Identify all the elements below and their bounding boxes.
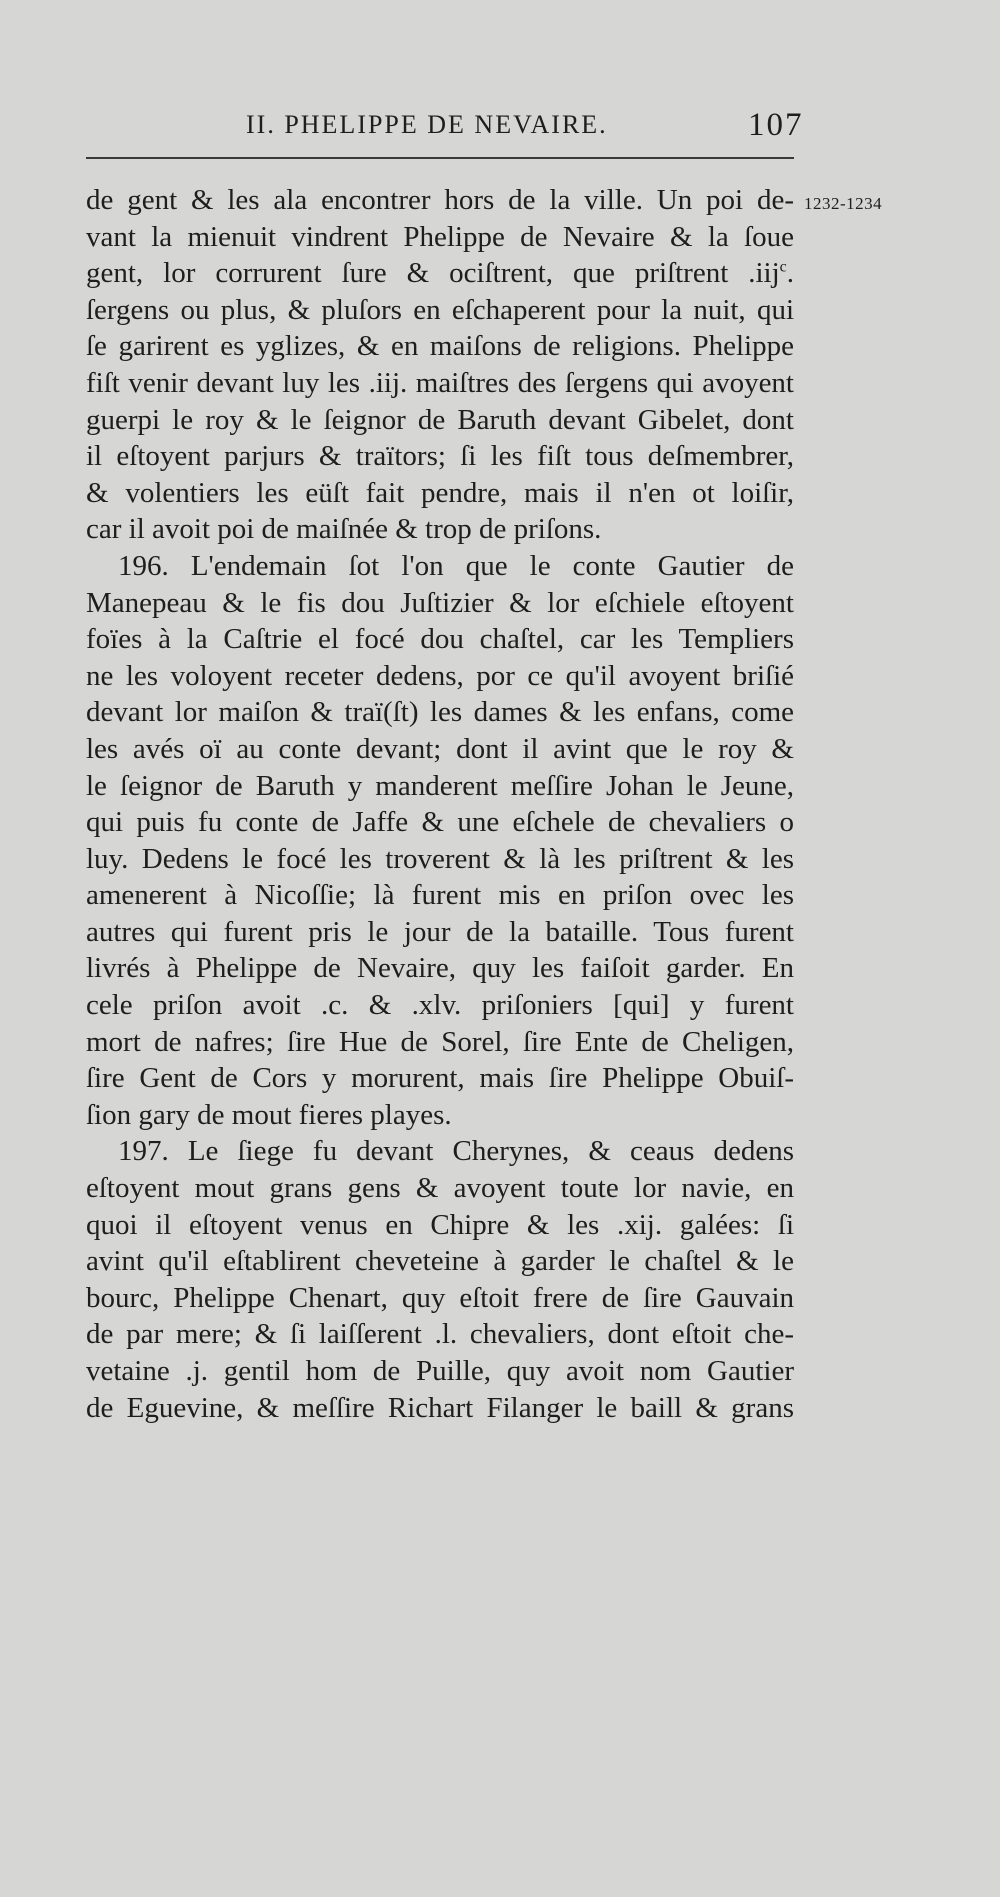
paragraph-196-start: 196. L'endemain ſot l'on que le conte Gautier de	[118, 549, 794, 582]
text-line: de Eguevine, & meſſire Richart Filanger le baill & grans	[86, 1391, 794, 1424]
text-line-suffix: .	[786, 257, 794, 290]
text-line: & volentiers les eüſt fait pendre, mais il n'en ot loiſir,	[86, 476, 794, 509]
text-line: vant la mienuit vindrent Phelippe de Nevaire & la ſoue	[86, 220, 794, 253]
text-line: vetaine .j. gentil hom de Puille, quy avoit nom Gautier	[86, 1355, 794, 1387]
text-line: devant lor maiſon & traï(ſt) les dames & les enfans, come	[86, 696, 794, 729]
text-line: ſire Gent de Cors y morurent, mais ſire Phelippe Obuiſ-	[86, 1062, 794, 1095]
text-line: luy. Dedens le focé les troverent & là les priſtrent & les	[86, 842, 794, 875]
text-line: car il avoit poi de maiſnée & trop de priſons.	[86, 513, 602, 546]
text-line: cele priſon avoit .c. & .xlv. priſoniers [qui] y furent	[86, 989, 794, 1022]
text-line: livrés à Phelippe de Nevaire, quy les faiſoit garder. En	[86, 952, 794, 985]
text-line: quoi il eſtoyent venus en Chipre & les .xij. galées: ſi	[86, 1208, 794, 1241]
text-line	[86, 255, 794, 292]
body-text	[86, 182, 794, 1426]
text-line: de par mere; & ſi laiſſerent .l. chevaliers, dont eſtoit che-	[86, 1318, 794, 1351]
text-line: ſergens ou plus, & pluſors en eſchaperent pour la nuit, qui	[86, 293, 794, 326]
running-head	[0, 104, 1000, 146]
text-line: amenerent à Nicoſſie; là furent mis en priſon ovec les	[86, 879, 794, 912]
text-line: avint qu'il eſtablirent cheveteine à garder le chaſtel & le	[86, 1245, 794, 1278]
paragraph-197-start: 197. Le ſiege fu devant Cherynes, & ceaus dedens	[118, 1135, 794, 1168]
text-line: qui puis fu conte de Jaffe & une eſchele de chevaliers o	[86, 806, 794, 839]
running-title: II. PHELIPPE DE NEVAIRE.	[246, 110, 608, 139]
text-line: il eſtoyent parjurs & traïtors; ſi les fiſt tous deſmembrer,	[86, 440, 794, 473]
page-number: 107	[748, 107, 804, 143]
text-line: ne les voloyent receter dedens, por ce qu'il avoyent briſié	[86, 659, 794, 692]
text-line: fiſt venir devant luy les .iij. maiſtres des ſergens qui avoyent	[86, 366, 794, 399]
text-line-main: gent, lor corrurent ſure & ociſtrent, que priſtrent .iij	[86, 257, 780, 290]
text-line: eſtoyent mout grans gens & avoyent toute lor navie, en	[86, 1172, 794, 1205]
text-line: ſion gary de mout fieres playes.	[86, 1098, 452, 1131]
text-line: Manepeau & le fis dou Juſtizier & lor eſchiele eſtoyent	[86, 586, 794, 619]
text-line: le ſeignor de Baruth y manderent meſſire Johan le Jeune,	[86, 769, 794, 802]
text-line: les avés oï au conte devant; dont il avint que le roy &	[86, 732, 794, 765]
superscript-c: c	[779, 258, 787, 276]
text-line: bourc, Phelippe Chenart, quy eſtoit frere de ſire Gauvain	[86, 1281, 794, 1314]
header-rule	[86, 157, 794, 159]
text-line: mort de nafres; ſire Hue de Sorel, ſire Ente de Cheligen,	[86, 1025, 794, 1058]
margin-date-note: 1232-1234	[804, 194, 883, 213]
text-line: de gent & les ala encontrer hors de la ville. Un poi de-	[86, 184, 794, 216]
text-line: ſe garirent es yglizes, & en maiſons de religions. Phelippe	[86, 330, 794, 363]
text-line: guerpi le roy & le ſeignor de Baruth devant Gibelet, dont	[86, 403, 794, 436]
text-line: autres qui furent pris le jour de la bataille. Tous furent	[86, 915, 794, 948]
text-line: foïes à la Caſtrie el focé dou chaſtel, car les Templiers	[86, 623, 794, 656]
